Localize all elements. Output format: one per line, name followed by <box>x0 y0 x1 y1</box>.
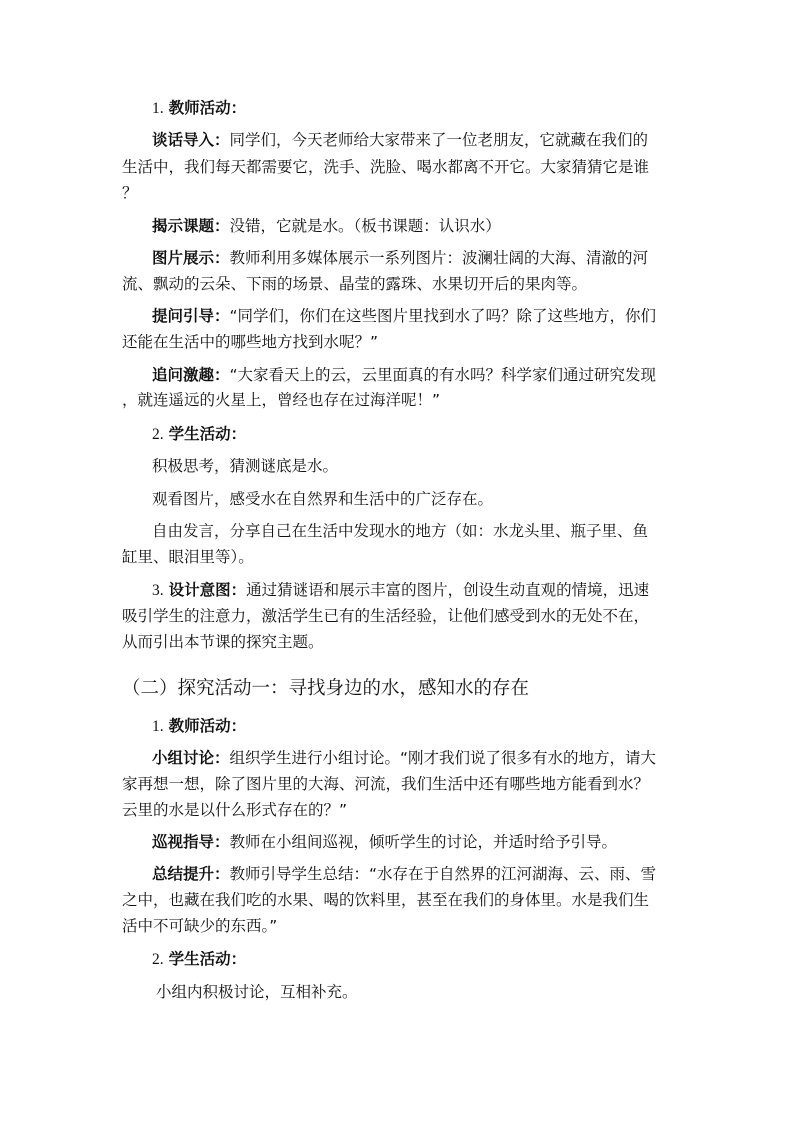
student-activity-heading-2 <box>152 949 712 970</box>
paragraph-text: “同学们，你们在这些图片里找到水了吗？除了这些地方，你们 <box>229 307 657 325</box>
list-number: 1. <box>152 100 164 117</box>
paragraph-intro-line3: ？ <box>122 184 138 202</box>
list-number: 1. <box>152 718 164 735</box>
list-number: 2. <box>152 951 164 968</box>
paragraph-text: 教师利用多媒体展示一系列图片：波澜壮阔的大海、清澈的河 <box>229 249 649 267</box>
paragraph-summary-line3: 活中不可缺少的东西。” <box>122 917 278 935</box>
paragraph-label: 巡视指导： <box>152 833 230 851</box>
paragraph-summary-line1 <box>152 864 712 884</box>
paragraph-label: 图片展示： <box>152 249 230 267</box>
paragraph-group-line3: 云里的水是以什么形式存在的？” <box>122 801 348 819</box>
student-item-3-line2: 缸里、眼泪里等）。 <box>122 548 254 566</box>
section-label: 教师活动： <box>168 99 247 117</box>
teacher-activity-heading <box>152 98 712 119</box>
student-item-1: 积极思考，猜测谜底是水。 <box>152 457 339 475</box>
paragraph-ask-line2: 还能在生活中的哪些地方找到水呢？” <box>122 333 379 351</box>
paragraph-text: 通过猜谜语和展示丰富的图片，创设生动直观的情境，迅速 <box>246 581 650 599</box>
paragraph-pictures-line2: 流、飘动的云朵、下雨的场景、晶莹的露珠、水果切开后的果肉等。 <box>122 275 588 293</box>
paragraph-label: 小组讨论： <box>152 749 230 767</box>
list-number: 2. <box>152 426 164 443</box>
paragraph-label: 设计意图： <box>168 581 247 599</box>
student-item-3-line1: 自由发言，分享自己在生活中发现水的地方（如：水龙头里、瓶子里、鱼 <box>152 522 649 540</box>
student-activity-heading <box>152 424 712 445</box>
paragraph-design-line3: 从而引出本节课的探究主题。 <box>122 633 324 651</box>
student-group-item: 小组内积极讨论，互相补充。 <box>156 983 358 1001</box>
paragraph-text: “大家看天上的云，云里面真的有水吗？科学家们通过研究发现 <box>229 366 657 384</box>
paragraph-summary-line2: 之中，也藏在我们吃的水果、喝的饮料里，甚至在我们的身体里。水是我们生 <box>122 891 650 909</box>
paragraph-label: 追问激趣： <box>152 366 230 384</box>
paragraph-text: 没错，它就是水。（板书课题：认识水） <box>229 217 501 235</box>
paragraph-pictures-line1 <box>152 248 712 268</box>
paragraph-text: 教师在小组间巡视，倾听学生的讨论，并适时给予引导。 <box>229 833 618 851</box>
paragraph-intro-line2: 生活中，我们每天都需要它，洗手、洗脸、喝水都离不开它。大家猜猜它是谁 <box>122 158 650 176</box>
section-label: 学生活动： <box>168 950 247 968</box>
paragraph-design-line1 <box>152 580 712 601</box>
section-heading: （二）探究活动一：寻找身边的水，感知水的存在 <box>122 678 530 699</box>
paragraph-patrol <box>152 832 712 852</box>
paragraph-group-line2: 家再想一想，除了图片里的大海、河流，我们生活中还有哪些地方能看到水？ <box>122 775 650 793</box>
paragraph-intro-line1 <box>152 130 712 150</box>
paragraph-text: 同学们，今天老师给大家带来了一位老朋友，它就藏在我们的 <box>229 131 649 149</box>
list-number: 3. <box>152 582 164 599</box>
section-label: 学生活动： <box>168 425 247 443</box>
paragraph-follow-line1 <box>152 365 712 385</box>
paragraph-ask-line1 <box>152 306 712 326</box>
student-item-2: 观看图片，感受水在自然界和生活中的广泛存在。 <box>152 490 494 508</box>
section-label: 教师活动： <box>168 717 247 735</box>
paragraph-design-line2: 吸引学生的注意力，激活学生已有的生活经验，让他们感受到水的无处不在， <box>122 607 650 625</box>
paragraph-follow-line2: ，就连遥远的火星上，曾经也存在过海洋呢！” <box>122 391 441 409</box>
paragraph-label: 提问引导： <box>152 307 230 325</box>
paragraph-label: 谈话导入： <box>152 131 230 149</box>
paragraph-text: 教师引导学生总结：“水存在于自然界的江河湖海、云、雨、雪 <box>229 865 657 883</box>
paragraph-text: 组织学生进行小组讨论。“刚才我们说了很多有水的地方，请大 <box>229 749 657 767</box>
paragraph-label: 总结提升： <box>152 865 230 883</box>
paragraph-group-line1 <box>152 748 712 768</box>
paragraph-topic <box>152 216 712 236</box>
teacher-activity-heading-2 <box>152 716 712 737</box>
paragraph-label: 揭示课题： <box>152 217 230 235</box>
